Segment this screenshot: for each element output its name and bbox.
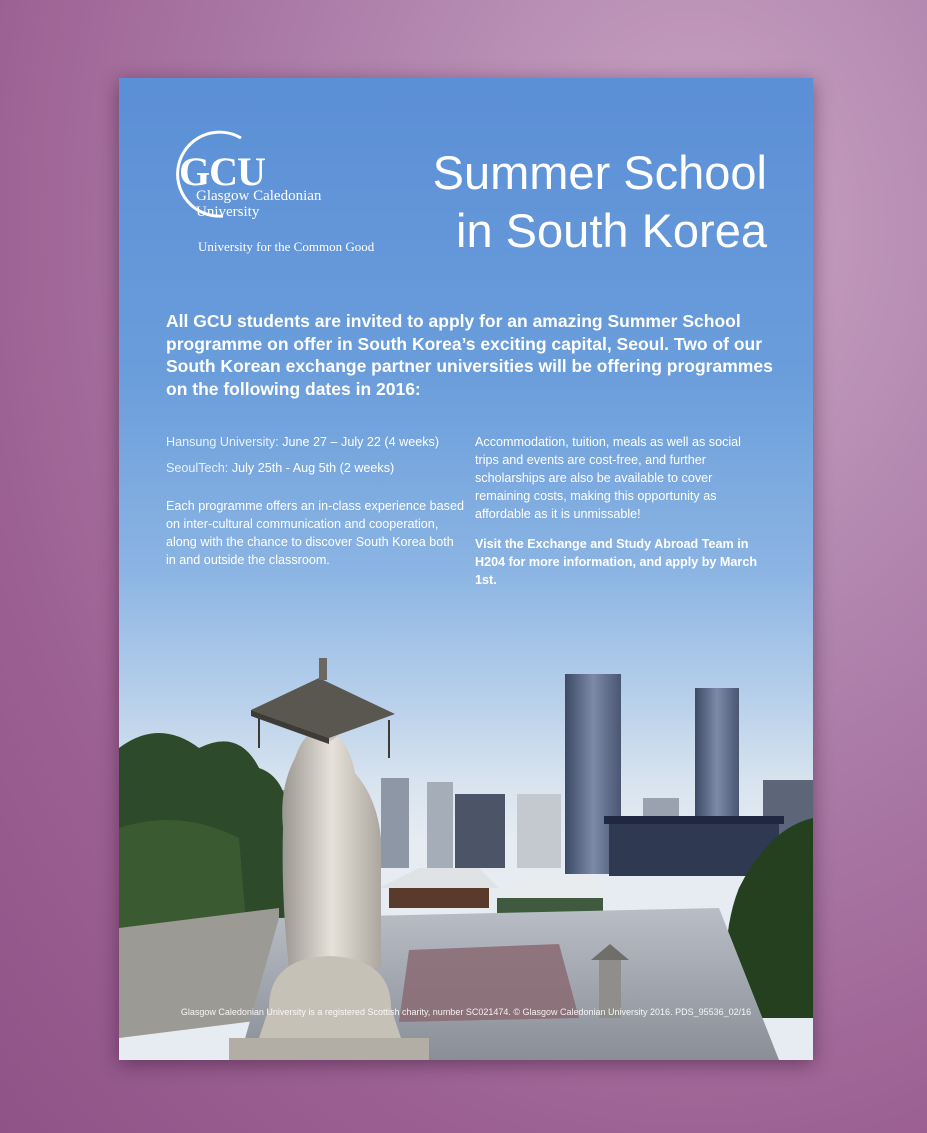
title-line2: in South Korea — [456, 204, 767, 257]
logo-university-name — [196, 188, 356, 220]
logo-name-line1: Glasgow Caledonian — [196, 188, 322, 204]
intro-paragraph: All GCU students are invited to apply for an amazing Summer School programme on offer in South Korea’s exciting capital, Seoul. Two of our South Korean exchange partner universities will be offering programmes on the following dates in 2016: — [166, 311, 773, 399]
programme-name: Hansung University: — [166, 435, 279, 449]
programme-dates: July 25th - Aug 5th (2 weeks) — [231, 461, 395, 475]
logo-tagline: University for the Common Good — [198, 239, 375, 254]
left-column — [166, 433, 466, 569]
poster — [119, 78, 813, 1060]
seoul-temple-photo — [119, 598, 813, 1060]
programme-description: Each programme offers an in-class experience based on inter-cultural communication and cooperation, along with the chance to discover South Korea both in and outside the classroom. — [166, 499, 464, 567]
right-column — [475, 433, 765, 589]
poster-title — [433, 144, 767, 260]
programme-item — [166, 459, 466, 477]
logo-mark: GCU — [179, 149, 265, 194]
logo-name-line2: University — [196, 204, 260, 220]
costs-paragraph: Accommodation, tuition, meals as well as social trips and events are cost-free, and further scholarships are also be available to cover remaining costs, making this opportunity as affordable as it is unmissable! — [475, 435, 741, 521]
programme-name: SeoulTech: — [166, 461, 229, 475]
footer-legal-text: Glasgow Caledonian University is a registered Scottish charity, number SC021474. © Glasgow Caledonian University 2016. PDS_95536_02/16 — [180, 1007, 752, 1017]
title-line1: Summer School — [432, 146, 767, 199]
programme-dates: June 27 – July 22 (4 weeks) — [282, 435, 440, 449]
call-to-action: Visit the Exchange and Study Abroad Team in H204 for more information, and apply by March 1st. — [475, 537, 758, 587]
programme-item — [166, 433, 466, 451]
